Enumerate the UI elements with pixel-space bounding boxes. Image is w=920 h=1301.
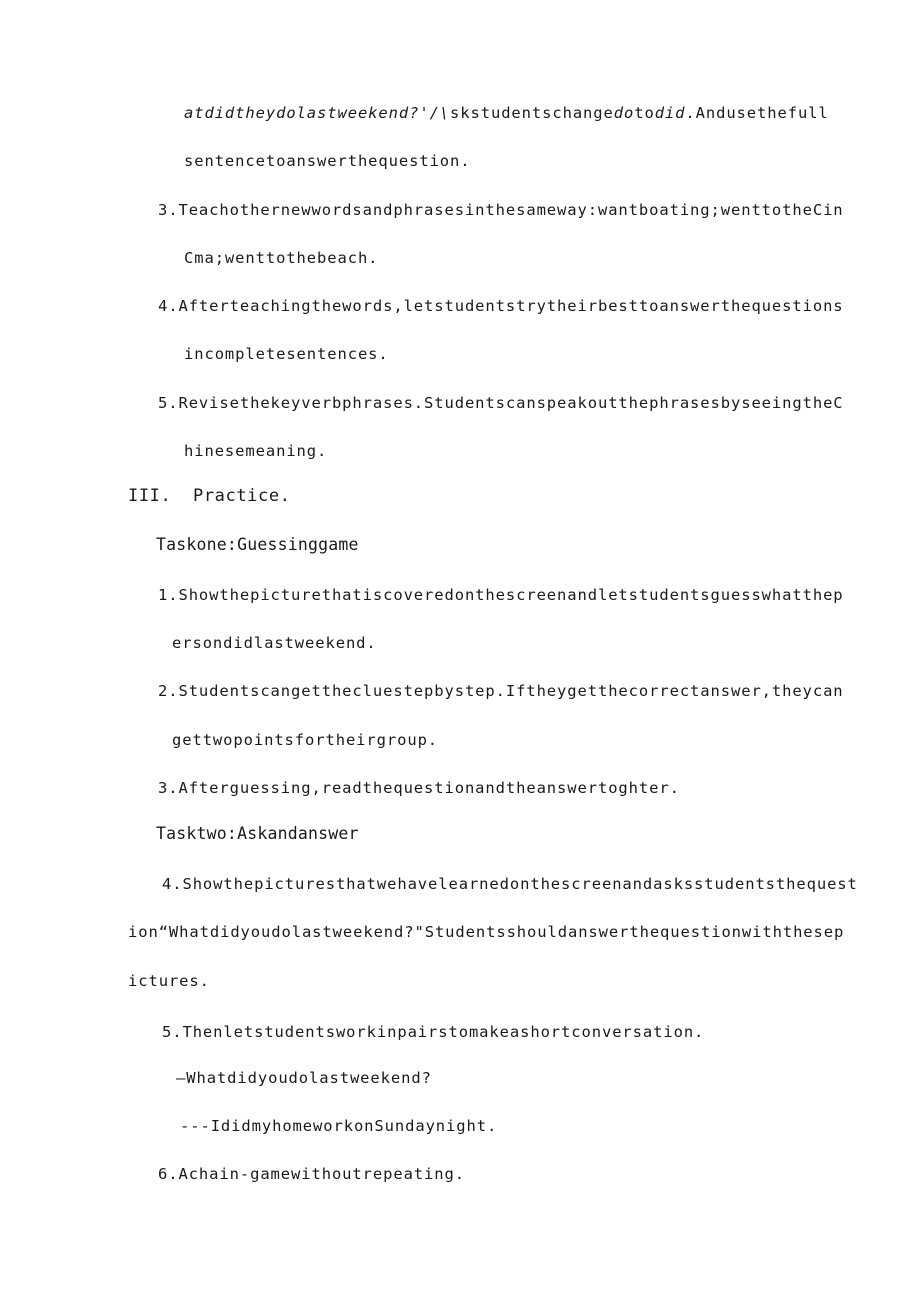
body-text: skstudentschange [450,104,614,122]
paragraph-line [184,103,829,123]
list-item-5: 5.Thenletstudentsworkinpairstomakeashortconversation. [162,1023,705,1041]
task-two-title: Tasktwo:Askandanswer [156,824,359,843]
section-heading-practice: III. Practice. [128,486,291,506]
list-item-6: 6.Achain-gamewithoutrepeating. [158,1165,465,1183]
paragraph-line: gettwopointsfortheirgroup. [172,731,439,749]
list-item-3: 3.Teachothernewwordsandphrasesinthesameway:wantboating;wenttotheCin [158,201,844,219]
dialogue-question: —Whatdidyoudolastweekend? [176,1069,432,1087]
italic-text: did [654,104,686,122]
list-item-5: 5.Revisethekeyverbphrases.StudentscanspeakoutthephrasesbyseeingtheC [158,394,844,412]
italic-text: atdidtheydolastweekend?'/\ [184,104,451,122]
body-text: .Andusethefull [685,104,829,122]
italic-text: do [613,104,635,122]
paragraph-line: hinesemeaning. [184,442,328,460]
paragraph-line: incompletesentences. [184,345,389,363]
list-item-4: 4.Afterteachingthewords,letstudentstrytheirbesttoanswerthequestions [158,297,844,315]
list-item-1: 1.Showthepicturethatiscoveredonthescreenandletstudentsguesswhatthep [158,586,844,604]
list-item-4: 4.Showthepicturesthatwehavelearnedonthescreenandasksstudentsthequest [162,875,858,893]
task-one-title: Taskone:Guessinggame [156,535,359,554]
paragraph-line: ersondidlastweekend. [172,634,377,652]
paragraph-line: sentencetoanswerthequestion. [184,152,471,170]
paragraph-line: ictures. [128,972,210,990]
dialogue-answer: ---IdidmyhomeworkonSundaynight. [180,1117,498,1135]
body-text: to [634,104,655,122]
list-item-3: 3.Afterguessing,readthequestionandtheanswertoghter. [158,779,680,797]
paragraph-line: ion“Whatdidyoudolastweekend?"Studentsshouldanswerthequestionwiththesep [128,923,845,941]
paragraph-line: Cma;wenttothebeach. [184,249,379,267]
list-item-2: 2.Studentscangetthecluestepbystep.Iftheygetthecorrectanswer,theycan [158,682,844,700]
